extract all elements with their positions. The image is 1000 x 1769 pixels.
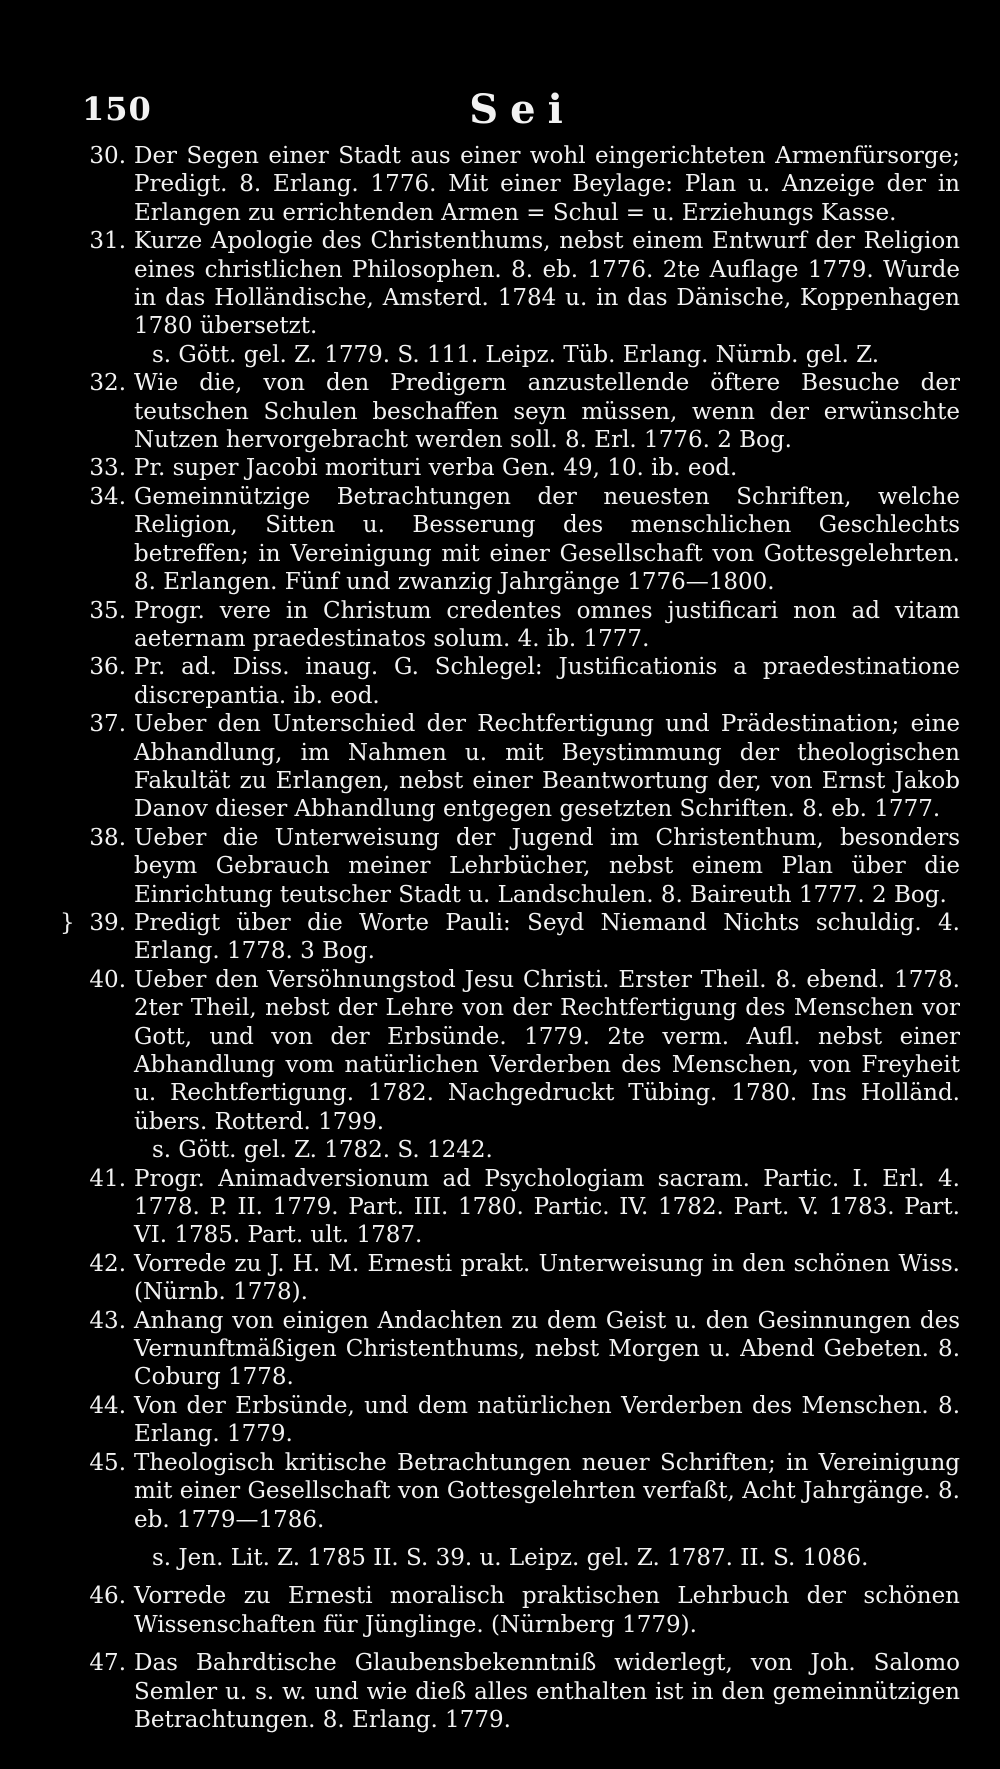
entry-number: 47.: [89, 1650, 126, 1677]
running-head: Sei: [469, 86, 575, 133]
entry-text: Gemeinnützige Betrachtungen der neuesten Schriften, welche Religion, Sitten u. Besserung des menschlichen Geschlechts betreffen; in Vereinigung mit einer Gesellschaft von Gottesgelehrten. 8. Erlangen. Fünf und zwanzig Jahrgänge 1776—1800.: [134, 483, 960, 596]
entry-number: 43.: [89, 1307, 126, 1334]
entry-text: Ueber die Unterweisung der Jugend im Christenthum, besonders beym Gebrauch meiner Lehrbücher, nebst einem Plan über die Einrichtung teutscher Stadt u. Landschulen. 8. Baireuth 1777. 2 Bog.: [134, 824, 960, 908]
entry-text: Vorrede zu J. H. M. Ernesti prakt. Unterweisung in den schönen Wiss. (Nürnb. 1778).: [134, 1250, 960, 1306]
bibliography-entry: [74, 1165, 960, 1250]
entry-text: Wie die, von den Predigern anzustellende öftere Besuche der teutschen Schulen beschaffen seyn müssen, wenn der erwünschte Nutzen hervorgebracht werden soll. 8. Erl. 1776. 2 Bog.: [134, 370, 960, 454]
entry-text: Der Segen einer Stadt aus einer wohl eingerichteten Armenfürsorge; Predigt. 8. Erlang. 1776. Mit einer Beylage: Plan u. Anzeige der in Erlangen zu errichtenden Armen = Schul = u. Erziehungs Kasse.: [134, 143, 960, 226]
bibliography-entry: [74, 710, 960, 824]
bibliography-entry: [74, 1582, 960, 1639]
entry-number: 33.: [89, 455, 126, 482]
entry-text: Ueber den Versöhnungstod Jesu Christi. Erster Theil. 8. ebend. 1778. 2ter Theil, nebst der Lehre von der Rechtfertigung des Menschen vor Gott, und von der Erbsünde. 1779. 2te verm. Aufl. nebst einer Abhandlung vom natürlichen Verderben des Menschen, von Freyheit u. Rechtfertigung. 1782. Nachgedruckt Tübing. 1780. Ins Holländ. übers. Rotterd. 1799.: [134, 966, 960, 1135]
entry-number: 42.: [89, 1250, 126, 1277]
bibliography-entry: [74, 966, 960, 1165]
bibliography-entry: [74, 1307, 960, 1392]
bibliography-entry: [74, 653, 960, 710]
entry-text: Von der Erbsünde, und dem natürlichen Verderben des Menschen. 8. Erlang. 1779.: [134, 1392, 960, 1448]
entry-number: 37.: [89, 711, 126, 738]
entry-number: 36.: [89, 654, 126, 681]
entry-number: 46.: [89, 1583, 126, 1610]
entry-number: 44.: [89, 1392, 126, 1419]
bibliography-list: [60, 142, 960, 1734]
bibliography-entry: [74, 1649, 960, 1734]
bibliography-entry: [60, 909, 960, 966]
bibliography-entry: [74, 369, 960, 454]
entry-number: 30.: [89, 143, 126, 169]
entry-text: Kurze Apologie des Christenthums, nebst einem Entwurf der Religion eines christlichen Philosophen. 8. eb. 1776. 2te Auflage 1779. Wurde in das Holländische, Amsterd. 1784 u. in das Dänische, Koppenhagen 1780 übersetzt.: [134, 228, 960, 340]
bibliography-entry: [74, 1449, 960, 1573]
margin-mark: }: [60, 909, 75, 936]
entry-text: Ueber den Unterschied der Rechtfertigung und Prädestination; eine Abhandlung, im Nahmen u. mit Beystimmung der theologischen Fakultät zu Erlangen, nebst einer Beantwortung der, von Ernst Jakob Danov dieser Abhandlung entgegen gesetzten Schriften. 8. eb. 1777.: [134, 711, 960, 823]
entry-number: 32.: [89, 370, 126, 397]
entry-text: Progr. Animadversionum ad Psychologiam sacram. Partic. I. Erl. 4. 1778. P. II. 1779. Part. III. 1780. Partic. IV. 1782. Part. V. 1783. Part. VI. 1785. Part. ult. 1787.: [134, 1165, 960, 1249]
entry-text: Das Bahrdtische Glaubensbekenntniß widerlegt, von Joh. Salomo Semler u. s. w. und wie dieß alles enthalten ist in den gemeinnützigen Betrachtungen. 8. Erlang. 1779.: [134, 1650, 960, 1733]
entry-text: Progr. vere in Christum credentes omnes justificari non ad vitam aeternam praedestinatos solum. 4. ib. 1777.: [134, 597, 960, 652]
entry-number: 41.: [89, 1165, 126, 1192]
entry-number: 31.: [89, 228, 126, 255]
bibliography-entry: [74, 142, 960, 227]
entry-text: Pr. super Jacobi morituri verba Gen. 49, 10. ib. eod.: [134, 455, 738, 482]
entry-number: 35.: [89, 597, 126, 624]
entry-text: Pr. ad. Diss. inaug. G. Schlegel: Justificationis a praedestinatione discrepantia. ib. eod.: [134, 654, 960, 709]
bibliography-entry: [74, 227, 960, 369]
entry-number: 40.: [89, 966, 126, 993]
entry-text: Theologisch kritische Betrachtungen neuer Schriften; in Vereinigung mit einer Gesellschaft von Gottesgelehrten verfaßt, Acht Jahrgänge. 8. eb. 1779—1786.: [134, 1449, 960, 1533]
entry-text: Vorrede zu Ernesti moralisch praktischen Lehrbuch der schönen Wissenschaften für Jünglinge. (Nürnberg 1779).: [134, 1583, 960, 1638]
entry-review-reference: s. Gött. gel. Z. 1779. S. 111. Leipz. Tüb. Erlang. Nürnb. gel. Z.: [152, 341, 880, 368]
bibliography-entry: [74, 597, 960, 654]
page-number: 150: [82, 90, 152, 128]
entry-review-reference: s. Jen. Lit. Z. 1785 II. S. 39. u. Leipz. gel. Z. 1787. II. S. 1086.: [152, 1544, 869, 1571]
entry-number: 39.: [89, 909, 126, 936]
bibliography-entry: [74, 1392, 960, 1449]
entry-number: 45.: [89, 1449, 126, 1476]
entry-text: Predigt über die Worte Pauli: Seyd Niemand Nichts schuldig. 4. Erlang. 1778. 3 Bog.: [134, 909, 960, 965]
entry-review-reference: s. Gött. gel. Z. 1782. S. 1242.: [152, 1137, 493, 1164]
entry-number: 34.: [89, 483, 126, 510]
page-header: [82, 86, 962, 140]
bibliography-entry: [74, 454, 960, 482]
entry-text: Anhang von einigen Andachten zu dem Geist u. den Gesinnungen des Vernunftmäßigen Christenthums, nebst Morgen u. Abend Gebeten. 8. Coburg 1778.: [134, 1307, 960, 1391]
bibliography-entry: [74, 824, 960, 909]
entry-number: 38.: [89, 824, 126, 851]
bibliography-entry: [74, 1250, 960, 1307]
bibliography-entry: [74, 483, 960, 597]
